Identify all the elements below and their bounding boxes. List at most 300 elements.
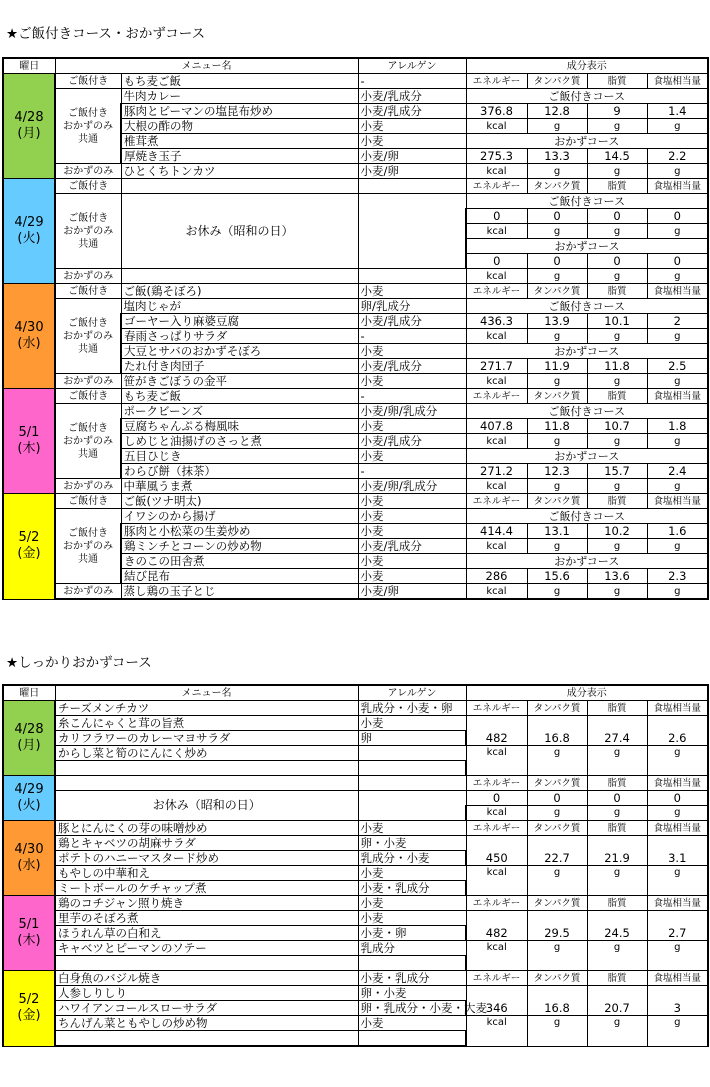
- menu-item: 牛肉カレー: [121, 89, 358, 104]
- energy-label: エネルギー: [466, 179, 527, 194]
- day-weekday: (木): [17, 441, 41, 456]
- salt-label: 食塩相当量: [647, 821, 708, 836]
- protein-label: タンパク質: [527, 389, 587, 404]
- menu-item: もやしの中華和え: [55, 866, 358, 881]
- menu-item: もち麦ご飯: [121, 389, 358, 404]
- unit-g: g: [527, 434, 587, 449]
- nutrition-value-fat: 14.5: [587, 149, 647, 164]
- allergen-value: 小麦: [358, 716, 466, 731]
- nutrition-value-energy: 482: [466, 716, 527, 746]
- unit-g: g: [647, 329, 708, 344]
- unit-g: g: [527, 866, 587, 896]
- day-cell: [3, 284, 55, 389]
- allergen-value: 小麦/乳成分: [358, 314, 466, 329]
- course-type-combined: [55, 299, 121, 374]
- protein-label: タンパク質: [527, 701, 587, 716]
- allergen-cell: [358, 269, 466, 284]
- allergen-value: 小麦/卵: [358, 149, 466, 164]
- day-date: 4/30: [14, 842, 44, 857]
- nutrition-value-energy: 286: [466, 569, 527, 584]
- course-type-rice: ご飯付き: [55, 284, 121, 299]
- menu-item: 笹がきごぼうの金平: [121, 374, 358, 389]
- menu-item: 椎茸煮: [121, 134, 358, 149]
- nutrition-value-protein: 16.8: [527, 716, 587, 746]
- nutrition-value-energy: 275.3: [466, 149, 527, 164]
- unit-g: g: [587, 584, 647, 600]
- nutrition-value-protein: 12.8: [527, 104, 587, 119]
- table-row: [3, 911, 708, 926]
- menu-item: イワシのから揚げ: [121, 509, 358, 524]
- unit-kcal: kcal: [466, 941, 527, 971]
- menu-item: ご飯(ツナ明太): [121, 494, 358, 509]
- nutrition-value-fat: 13.6: [587, 569, 647, 584]
- day-date: 5/2: [18, 530, 40, 546]
- allergen-value: 小麦: [358, 344, 466, 359]
- holiday-notice: お休み（昭和の日）: [121, 194, 358, 269]
- protein-label: タンパク質: [527, 971, 587, 986]
- table-row: [3, 701, 708, 716]
- allergen-value: 小麦/乳成分: [358, 434, 466, 449]
- unit-kcal: kcal: [466, 119, 527, 134]
- header-nutrition: 成分表示: [466, 685, 708, 701]
- allergen-value: 卵/乳成分: [358, 299, 466, 314]
- day-cell: [3, 821, 55, 896]
- nutrition-value-salt: 2.7: [647, 911, 708, 941]
- day-weekday: (金): [17, 546, 41, 562]
- course-type-rice: ご飯付き: [55, 74, 121, 89]
- course-type-line: 共通: [78, 448, 98, 460]
- allergen-value: 乳成分・小麦: [358, 851, 466, 866]
- menu-item: キャベツとピーマンのソテー: [55, 941, 358, 956]
- menu-item: 里芋のそぼろ煮: [55, 911, 358, 926]
- nutrition-value-salt: 2.3: [647, 569, 708, 584]
- allergen-value: 小麦・乳成分: [358, 881, 466, 896]
- day-weekday: (水): [17, 336, 41, 351]
- unit-g: g: [647, 119, 708, 134]
- table-row: [3, 479, 708, 494]
- day-date: 5/1: [18, 917, 40, 932]
- menu-cell: [55, 776, 358, 791]
- table-row: [3, 374, 708, 389]
- unit-g: g: [647, 224, 708, 239]
- energy-label: エネルギー: [466, 701, 527, 716]
- energy-label: エネルギー: [466, 971, 527, 986]
- unit-g: g: [587, 941, 647, 971]
- unit-g: g: [647, 269, 708, 284]
- allergen-value: 小麦: [358, 911, 466, 926]
- allergen-value: 小麦: [358, 866, 466, 881]
- menu-item: 大豆とサバのおかずそぼろ: [121, 344, 358, 359]
- table-row: [3, 164, 708, 179]
- nutrition-value-protein: 15.6: [527, 569, 587, 584]
- nutrition-value-fat: 10.7: [587, 419, 647, 434]
- menu-item: ほうれん草の白和え: [55, 926, 358, 941]
- course-type-line: おかずのみ: [63, 225, 114, 237]
- salt-label: 食塩相当量: [647, 284, 708, 299]
- table-row: [3, 584, 708, 600]
- table-row: [3, 746, 708, 761]
- energy-label: エネルギー: [466, 776, 527, 791]
- allergen-value: 小麦: [358, 896, 466, 911]
- allergen-value: 小麦: [358, 524, 466, 539]
- nutrition-value-protein: 0: [527, 791, 587, 806]
- unit-g: g: [647, 941, 708, 971]
- allergen-value: 小麦: [358, 284, 466, 299]
- allergen-value: 乳成分・小麦・卵: [358, 701, 466, 716]
- allergen-value: 小麦/乳成分: [358, 359, 466, 374]
- allergen-value: -: [358, 464, 466, 479]
- menu-cell: [121, 179, 358, 194]
- allergen-value: 小麦: [358, 509, 466, 524]
- allergen-value: [358, 1031, 466, 1047]
- salt-label: 食塩相当量: [647, 776, 708, 791]
- day-weekday: (木): [17, 933, 41, 948]
- unit-g: g: [587, 164, 647, 179]
- nutrition-value-energy: 482: [466, 911, 527, 941]
- day-weekday: (金): [17, 1008, 41, 1024]
- fat-label: 脂質: [587, 389, 647, 404]
- nutrition-value-protein: 11.9: [527, 359, 587, 374]
- allergen-value: 乳成分: [358, 941, 466, 956]
- nutrition-value-energy: 346: [466, 986, 527, 1016]
- menu-item: 糸こんにゃくと茸の旨煮: [55, 716, 358, 731]
- unit-g: g: [527, 479, 587, 494]
- day-cell: [3, 494, 55, 600]
- menu-cell: [121, 269, 358, 284]
- day-cell: [3, 389, 55, 494]
- nutrition-value-energy: 0: [466, 209, 527, 224]
- table-row: [3, 389, 708, 404]
- allergen-value: 卵・乳成分・小麦・大麦: [358, 1001, 466, 1016]
- day-weekday: (火): [17, 231, 41, 246]
- section2-title: ★しっかりおかずコース: [6, 655, 152, 671]
- day-date: 4/28: [14, 722, 44, 737]
- allergen-value: 小麦: [358, 821, 466, 836]
- menu-item: ポテトのハニーマスタード炒め: [55, 851, 358, 866]
- allergen-value: 小麦: [358, 554, 466, 569]
- header-day: 曜日: [3, 685, 55, 701]
- nutrition-value-energy: 271.7: [466, 359, 527, 374]
- nutrition-value-salt: 2.2: [647, 149, 708, 164]
- nutrition-value-salt: 2.4: [647, 464, 708, 479]
- menu-item: チーズメンチカツ: [55, 701, 358, 716]
- allergen-value: 小麦/乳成分: [358, 89, 466, 104]
- allergen-value: 小麦/卵/乳成分: [358, 404, 466, 419]
- course-type-combined: [55, 509, 121, 584]
- unit-g: g: [587, 746, 647, 776]
- energy-label: エネルギー: [466, 389, 527, 404]
- menu-item: 白身魚のバジル焼き: [55, 971, 358, 986]
- course-type-line: ご飯付き: [68, 212, 109, 224]
- allergen-value: [358, 761, 466, 776]
- course-type-okazu: おかずのみ: [55, 374, 121, 389]
- nutrition-value-energy: 271.2: [466, 464, 527, 479]
- unit-g: g: [587, 806, 647, 821]
- fat-label: 脂質: [587, 494, 647, 509]
- table-row: [3, 404, 708, 419]
- unit-kcal: kcal: [466, 584, 527, 600]
- protein-label: タンパク質: [527, 776, 587, 791]
- nutrition-value-salt: 1.6: [647, 524, 708, 539]
- course-type-okazu: おかずのみ: [55, 479, 121, 494]
- menu-item: 結び昆布: [121, 569, 358, 584]
- table-row: [3, 284, 708, 299]
- day-date: 4/29: [14, 215, 44, 230]
- table-row: [3, 194, 708, 209]
- header-menu: メニュー名: [55, 58, 358, 74]
- header-allergen: アレルゲン: [358, 58, 466, 74]
- menu-item: [55, 956, 358, 971]
- unit-g: g: [647, 479, 708, 494]
- day-cell: [3, 74, 55, 179]
- table-row: [3, 299, 708, 314]
- day-date: 5/2: [18, 992, 40, 1008]
- unit-g: g: [587, 269, 647, 284]
- fat-label: 脂質: [587, 179, 647, 194]
- unit-g: g: [647, 1016, 708, 1047]
- nutrition-value-fat: 15.7: [587, 464, 647, 479]
- nutrition-value-protein: 13.1: [527, 524, 587, 539]
- course-type-line: ご飯付き: [68, 527, 108, 539]
- unit-g: g: [587, 479, 647, 494]
- menu-item: もち麦ご飯: [121, 74, 358, 89]
- menu-item: わらび餅（抹茶）: [121, 464, 358, 479]
- nutrition-value-fat: 10.1: [587, 314, 647, 329]
- fat-label: 脂質: [587, 821, 647, 836]
- unit-g: g: [647, 434, 708, 449]
- allergen-value: 小麦: [358, 134, 466, 149]
- rice-course-subheader: ご飯付きコース: [466, 404, 708, 419]
- energy-label: エネルギー: [466, 284, 527, 299]
- allergen-value: 卵・小麦: [358, 836, 466, 851]
- menu-item: 鶏ミンチとコーンの炒め物: [121, 539, 358, 554]
- fat-label: 脂質: [587, 74, 647, 89]
- menu-item: 鶏のコチジャン照り焼き: [55, 896, 358, 911]
- nutrition-value-salt: 2: [647, 314, 708, 329]
- table-row: [3, 89, 708, 104]
- menu-item: カリフラワーのカレーマヨサラダ: [55, 731, 358, 746]
- header-day: 曜日: [3, 58, 55, 74]
- holiday-notice: お休み（昭和の日）: [55, 791, 358, 821]
- allergen-value: 卵: [358, 731, 466, 746]
- menu-item: ポークビーンズ: [121, 404, 358, 419]
- nutrition-value-salt: 0: [647, 209, 708, 224]
- unit-g: g: [647, 164, 708, 179]
- menu-item: 春雨さっぱりサラダ: [121, 329, 358, 344]
- day-date: 4/29: [14, 782, 44, 797]
- nutrition-value-fat: 20.7: [587, 986, 647, 1016]
- unit-kcal: kcal: [466, 479, 527, 494]
- header-allergen: アレルゲン: [358, 685, 466, 701]
- unit-g: g: [527, 164, 587, 179]
- menu-item: ちんげん菜ともやしの炒め物: [55, 1016, 358, 1031]
- menu-item: たれ付き肉団子: [121, 359, 358, 374]
- menu-item: からし菜と筍のにんにく炒め: [55, 746, 358, 761]
- course-type-line: ご飯付き: [68, 317, 108, 329]
- allergen-value: 小麦: [358, 374, 466, 389]
- day-weekday: (月): [17, 738, 41, 753]
- course-type-line: 共通: [78, 133, 98, 145]
- allergen-cell: [358, 194, 466, 269]
- menu-item: 豚肉と小松菜の生姜炒め: [121, 524, 358, 539]
- unit-kcal: kcal: [466, 746, 527, 776]
- salt-label: 食塩相当量: [647, 74, 708, 89]
- nutrition-value-protein: 13.9: [527, 314, 587, 329]
- course-type-rice: ご飯付き: [55, 179, 121, 194]
- nutrition-value-salt: 2.5: [647, 359, 708, 374]
- nutrition-value-energy: 450: [466, 836, 527, 866]
- course-type-line: ご飯付き: [68, 422, 108, 434]
- nutrition-value-salt: 0: [647, 254, 708, 269]
- course-type-combined: [55, 194, 121, 269]
- allergen-value: 小麦: [358, 449, 466, 464]
- course-type-rice: ご飯付き: [55, 494, 121, 509]
- allergen-cell: [358, 791, 466, 821]
- allergen-value: [358, 746, 466, 761]
- menu-item: 豚肉とピーマンの塩昆布炒め: [121, 104, 358, 119]
- course-type-rice: ご飯付き: [55, 389, 121, 404]
- allergen-cell: [358, 179, 466, 194]
- unit-g: g: [527, 119, 587, 134]
- nutrition-value-fat: 21.9: [587, 836, 647, 866]
- nutrition-value-fat: 0: [587, 254, 647, 269]
- unit-g: g: [587, 434, 647, 449]
- unit-g: g: [527, 1016, 587, 1047]
- nutrition-value-protein: 11.8: [527, 419, 587, 434]
- allergen-value: 小麦/乳成分: [358, 539, 466, 554]
- day-weekday: (水): [17, 858, 41, 873]
- unit-g: g: [527, 539, 587, 554]
- allergen-value: 小麦: [358, 1016, 466, 1031]
- allergen-value: 卵・小麦: [358, 986, 466, 1001]
- day-date: 4/28: [14, 110, 44, 125]
- menu-item: 豆腐ちゃんぷる梅風味: [121, 419, 358, 434]
- menu-item: きのこの田舎煮: [121, 554, 358, 569]
- menu-item: 中華風うま煮: [121, 479, 358, 494]
- unit-kcal: kcal: [466, 164, 527, 179]
- salt-label: 食塩相当量: [647, 971, 708, 986]
- nutrition-value-salt: 1.8: [647, 419, 708, 434]
- course-type-okazu: おかずのみ: [55, 164, 121, 179]
- unit-g: g: [647, 806, 708, 821]
- unit-g: g: [647, 539, 708, 554]
- course-type-line: おかずのみ: [63, 330, 113, 342]
- nutrition-value-fat: 24.5: [587, 911, 647, 941]
- table-row: [3, 74, 708, 89]
- unit-kcal: kcal: [466, 1016, 527, 1047]
- menu-item: 五目ひじき: [121, 449, 358, 464]
- allergen-value: 小麦/卵/乳成分: [358, 479, 466, 494]
- fat-label: 脂質: [587, 284, 647, 299]
- menu-item: 大根の酢の物: [121, 119, 358, 134]
- protein-label: タンパク質: [527, 179, 587, 194]
- course-type-line: ご飯付き: [68, 107, 108, 119]
- course-type-combined: [55, 404, 121, 479]
- unit-g: g: [587, 539, 647, 554]
- table-row: [3, 836, 708, 851]
- menu-item: しめじと油揚げのさっと煮: [121, 434, 358, 449]
- nutrition-value-energy: 407.8: [466, 419, 527, 434]
- table-row: [3, 821, 708, 836]
- nutrition-value-protein: 13.3: [527, 149, 587, 164]
- table-header-row: [3, 685, 708, 701]
- nutrition-value-protein: 0: [527, 209, 587, 224]
- allergen-value: 小麦/卵: [358, 584, 466, 600]
- nutrition-value-fat: 0: [587, 791, 647, 806]
- course-type-line: 共通: [78, 553, 98, 565]
- unit-kcal: kcal: [466, 539, 527, 554]
- course-type-combined: [55, 89, 121, 164]
- energy-label: エネルギー: [466, 821, 527, 836]
- unit-kcal: kcal: [466, 866, 527, 896]
- rice-course-subheader: ご飯付きコース: [466, 299, 708, 314]
- nutrition-value-protein: 29.5: [527, 911, 587, 941]
- course-type-okazu: おかずのみ: [55, 584, 121, 600]
- unit-g: g: [647, 746, 708, 776]
- allergen-cell: [358, 776, 466, 791]
- protein-label: タンパク質: [527, 821, 587, 836]
- nutrition-value-energy: 0: [466, 254, 527, 269]
- table-row: [3, 776, 708, 791]
- nutrition-value-energy: 376.8: [466, 104, 527, 119]
- nutrition-value-fat: 11.8: [587, 359, 647, 374]
- menu-item: ゴーヤー入り麻婆豆腐: [121, 314, 358, 329]
- menu-item: 鶏とキャベツの胡麻サラダ: [55, 836, 358, 851]
- day-cell: [3, 179, 55, 284]
- table-row: [3, 179, 708, 194]
- unit-g: g: [587, 1016, 647, 1047]
- salt-label: 食塩相当量: [647, 494, 708, 509]
- energy-label: エネルギー: [466, 74, 527, 89]
- day-cell: [3, 971, 55, 1047]
- unit-g: g: [587, 329, 647, 344]
- unit-g: g: [647, 374, 708, 389]
- unit-g: g: [527, 329, 587, 344]
- unit-g: g: [527, 374, 587, 389]
- energy-label: エネルギー: [466, 494, 527, 509]
- nutrition-value-fat: 10.2: [587, 524, 647, 539]
- day-weekday: (月): [17, 126, 41, 141]
- energy-label: エネルギー: [466, 896, 527, 911]
- nutrition-value-salt: 0: [647, 791, 708, 806]
- table-row: [3, 509, 708, 524]
- allergen-value: 小麦・乳成分: [358, 971, 466, 986]
- day-cell: [3, 896, 55, 971]
- section1-title: ★ご飯付きコース・おかずコース: [6, 26, 206, 42]
- unit-g: g: [527, 224, 587, 239]
- day-cell: [3, 776, 55, 821]
- unit-kcal: kcal: [466, 806, 527, 821]
- table-row: [3, 1016, 708, 1031]
- table-row: [3, 941, 708, 956]
- day-weekday: (火): [17, 798, 41, 813]
- fat-label: 脂質: [587, 896, 647, 911]
- rice-course-subheader: ご飯付きコース: [466, 509, 708, 524]
- course-type-okazu: おかずのみ: [55, 269, 121, 284]
- table-header-row: [3, 58, 708, 74]
- unit-kcal: kcal: [466, 329, 527, 344]
- fat-label: 脂質: [587, 971, 647, 986]
- okazu-course-subheader: おかずコース: [466, 239, 708, 254]
- unit-g: g: [527, 269, 587, 284]
- protein-label: タンパク質: [527, 74, 587, 89]
- rice-course-subheader: ご飯付きコース: [466, 89, 708, 104]
- menu-item: 豚とにんにくの芽の味噌炒め: [55, 821, 358, 836]
- nutrition-value-protein: 12.3: [527, 464, 587, 479]
- allergen-value: 小麦/卵: [358, 164, 466, 179]
- unit-kcal: kcal: [466, 374, 527, 389]
- nutrition-value-energy: 436.3: [466, 314, 527, 329]
